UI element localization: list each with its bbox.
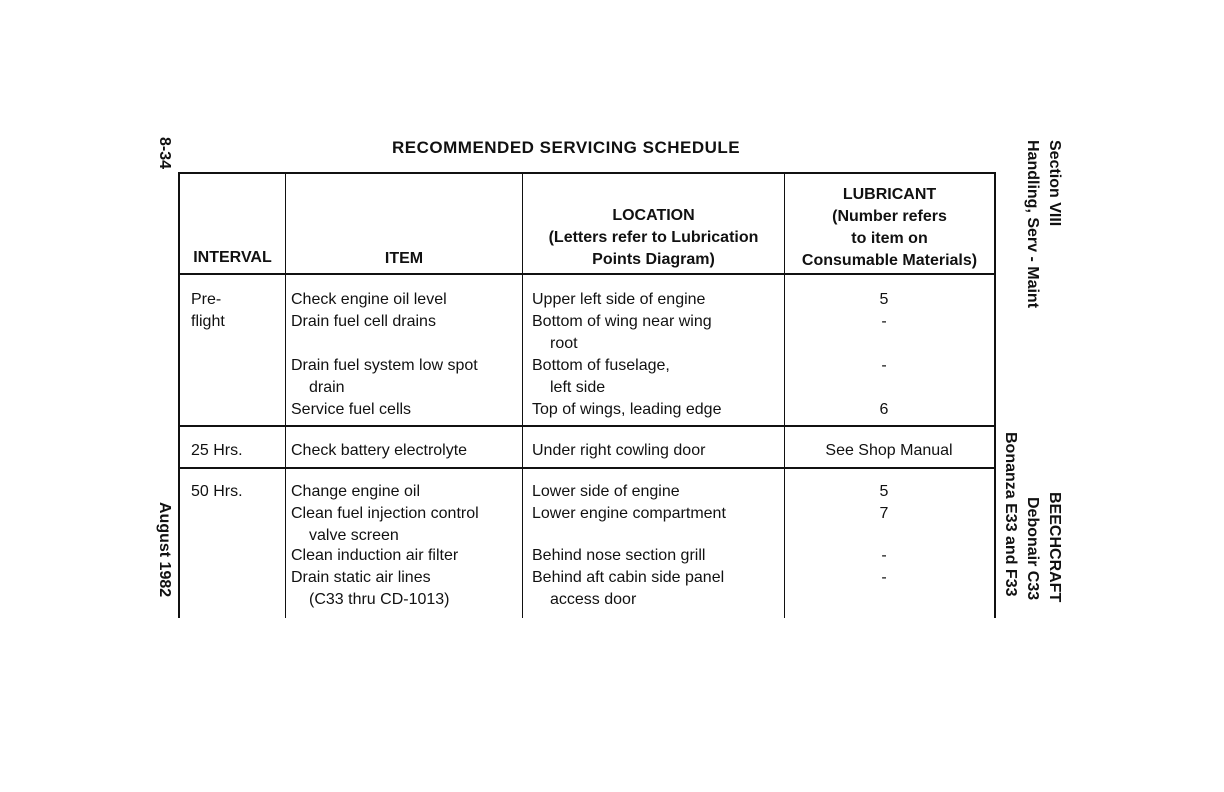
item-text: Check battery electrolyte [291,442,468,459]
interval-preflight: Pre- [191,291,222,308]
location-text: Lower side of engine [532,483,680,500]
lubricant-value: 5 [879,483,889,500]
location-text: Behind nose section grill [532,547,706,564]
page-title: RECOMMENDED SERVICING SCHEDULE [392,138,741,157]
header-location: LOCATION [612,207,695,224]
location-text: Bottom of fuselage, [532,357,670,374]
lubricant-value: - [881,357,887,374]
item-text: Drain fuel system low spot [291,357,478,374]
header-interval: INTERVAL [193,249,272,266]
location-text: left side [550,379,606,396]
header-lubricant-note: Consumable Materials) [801,252,978,269]
item-text: Service fuel cells [291,401,412,418]
header-location-note: Points Diagram) [592,251,715,268]
row-divider [178,425,996,427]
interval-50-hrs: 50 Hrs. [191,483,243,500]
item-text: Drain fuel cell drains [291,313,436,330]
row-divider [178,467,996,469]
lubricant-value: 6 [879,401,889,418]
section-label: Section VIII [1046,140,1063,227]
model-bonanza: Bonanza E33 and F33 [1002,432,1019,597]
location-text: root [550,335,578,352]
location-text: Behind aft cabin side panel [532,569,725,586]
item-text: Drain static air lines [291,569,431,586]
location-text: Lower engine compartment [532,505,726,522]
item-text: (C33 thru CD-1013) [309,591,450,608]
table-border-left [178,172,180,618]
location-text: Top of wings, leading edge [532,401,722,418]
header-row-divider [178,273,996,275]
header-lubricant: LUBRICANT [842,186,937,203]
location-text: access door [550,591,637,608]
lubricant-value: 7 [879,505,889,522]
column-divider [285,172,286,618]
lubricant-value: - [881,569,887,586]
item-text: drain [309,379,345,396]
page-number: 8-34 [156,137,173,170]
item-text: Clean fuel injection control [291,505,479,522]
lubricant-value: - [881,313,887,330]
interval-25-hrs: 25 Hrs. [191,442,243,459]
table-border-right [994,172,996,618]
lubricant-value: 5 [879,291,889,308]
item-text: Clean induction air filter [291,547,459,564]
section-title: Handling, Serv - Maint [1024,140,1041,309]
column-divider [784,172,785,618]
header-item: ITEM [384,250,424,267]
brand-name: BEECHCRAFT [1046,492,1063,603]
table-border-top [178,172,996,174]
header-lubricant-note: (Number refers [832,208,947,225]
location-text: Bottom of wing near wing [532,313,712,330]
header-location-note: (Letters refer to Lubrication [548,229,759,246]
column-divider [522,172,523,618]
item-text: Check engine oil level [291,291,447,308]
interval-preflight: flight [191,313,225,330]
location-text: Under right cowling door [532,442,706,459]
location-text: Upper left side of engine [532,291,706,308]
item-text: Change engine oil [291,483,420,500]
header-lubricant-note: to item on [851,230,928,247]
publication-date: August 1982 [156,502,173,598]
lubricant-value: - [881,547,887,564]
lubricant-value: See Shop Manual [825,442,953,459]
item-text: valve screen [309,527,399,544]
model-debonair: Debonair C33 [1024,497,1041,601]
